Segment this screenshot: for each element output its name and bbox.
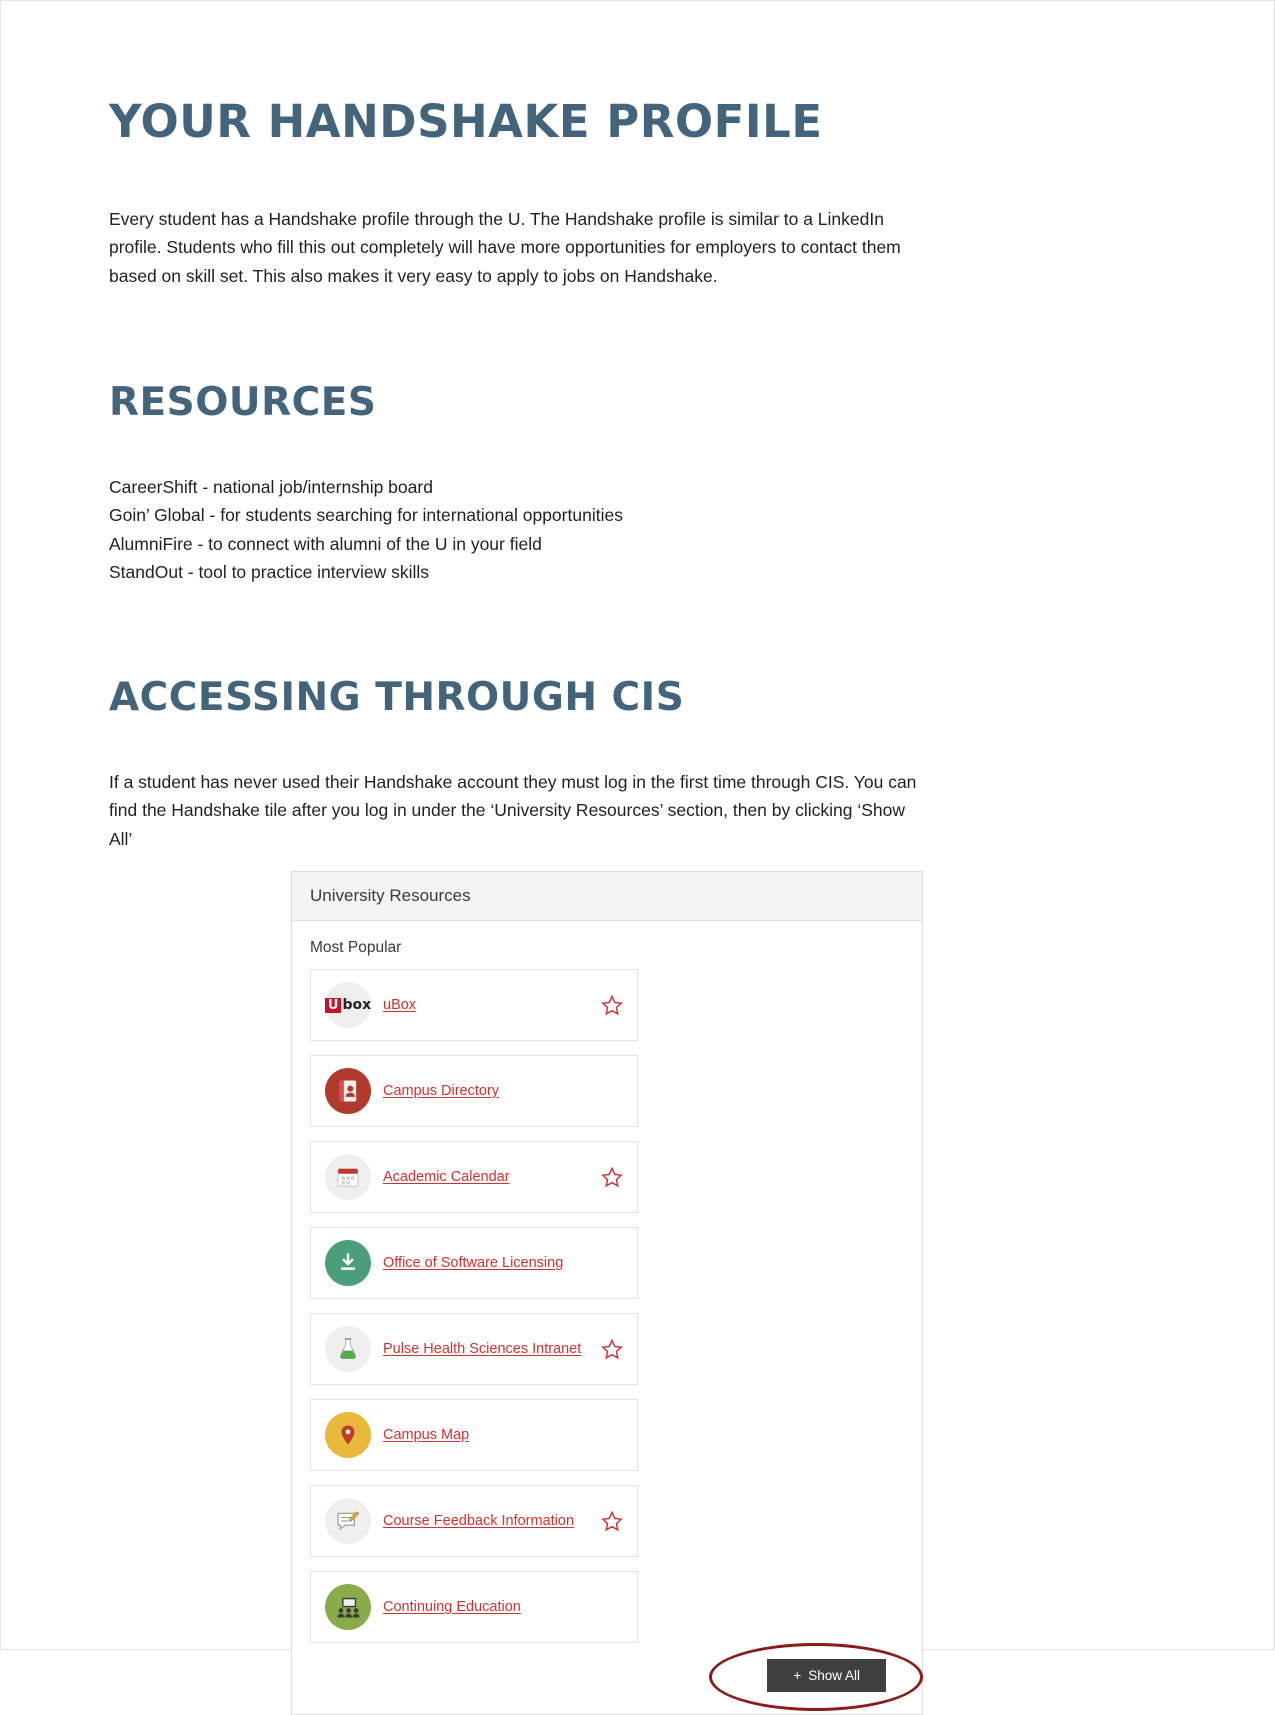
tile-pulse-health-sciences-intranet[interactable] (310, 1313, 638, 1385)
tile-course-feedback-information[interactable] (310, 1485, 638, 1557)
flask-icon (325, 1326, 371, 1372)
favorite-star-icon[interactable] (601, 1338, 623, 1360)
panel-title: University Resources (292, 872, 922, 921)
document-content (109, 97, 1119, 1715)
page-title: YOUR HANDSHAKE PROFILE (109, 95, 823, 148)
show-all-button[interactable] (767, 1659, 886, 1692)
spacer (109, 587, 1119, 677)
calendar-icon (325, 1154, 371, 1200)
spacer (109, 425, 1119, 473)
tile-label: Campus Directory (383, 1082, 500, 1099)
classroom-icon (325, 1584, 371, 1630)
tile-label: Course Feedback Information (383, 1512, 575, 1529)
tile-label: Academic Calendar (383, 1168, 510, 1185)
favorite-star-icon[interactable] (601, 1166, 623, 1188)
list-item: StandOut - tool to practice interview skills (109, 562, 429, 583)
tile-campus-directory[interactable] (310, 1055, 638, 1127)
list-item: CareerShift - national job/internship board (109, 476, 433, 497)
resources-list (109, 473, 1119, 587)
tile-academic-calendar[interactable] (310, 1141, 638, 1213)
tile-office-of-software-licensing[interactable] (310, 1227, 638, 1299)
plus-icon: + (793, 1668, 802, 1684)
download-icon (325, 1240, 371, 1286)
spacer (109, 290, 1119, 382)
tile-campus-map[interactable] (310, 1399, 638, 1471)
intro-paragraph: Every student has a Handshake profile through the U. The Handshake profile is similar to a LinkedIn profile. Students who fill this out completely will have more opportunities for employers to contact them based on skill set. This also makes it very easy to apply to jobs on Handshake. (109, 208, 901, 286)
address-book-icon (325, 1068, 371, 1114)
resources-heading: RESOURCES (109, 380, 377, 425)
university-resources-panel (291, 871, 923, 1715)
spacer (109, 720, 1119, 768)
screenshot-figure (291, 871, 923, 1715)
tile-ubox[interactable] (310, 969, 638, 1041)
tile-label: Continuing Education (383, 1598, 521, 1615)
show-all-label: Show All (808, 1668, 860, 1684)
tile-continuing-education[interactable] (310, 1571, 638, 1643)
list-item: Goin’ Global - for students searching for international opportunities (109, 505, 623, 526)
panel-body (292, 921, 922, 1714)
favorite-star-icon[interactable] (601, 1510, 623, 1532)
tile-label: uBox (383, 996, 417, 1013)
tile-grid (310, 969, 904, 1643)
section-label: Most Popular (310, 939, 402, 957)
cis-paragraph: If a student has never used their Handshake account they must log in the first time through CIS. You can find the Handshake tile after you log in under the ‘University Resources’ section, then by clicking ‘Show All’ (109, 771, 917, 849)
tile-label: Campus Map (383, 1426, 470, 1443)
feedback-icon (325, 1498, 371, 1544)
ubox-icon: U box (325, 982, 371, 1028)
favorite-star-icon[interactable] (601, 994, 623, 1016)
tile-label: Office of Software Licensing (383, 1254, 564, 1271)
list-item: AlumniFire - to connect with alumni of the U in your field (109, 533, 542, 554)
spacer (109, 147, 1119, 205)
show-all-row (310, 1659, 904, 1692)
cis-heading: ACCESSING THROUGH CIS (109, 674, 685, 720)
tile-label: Pulse Health Sciences Intranet (383, 1340, 582, 1357)
map-pin-icon (325, 1412, 371, 1458)
